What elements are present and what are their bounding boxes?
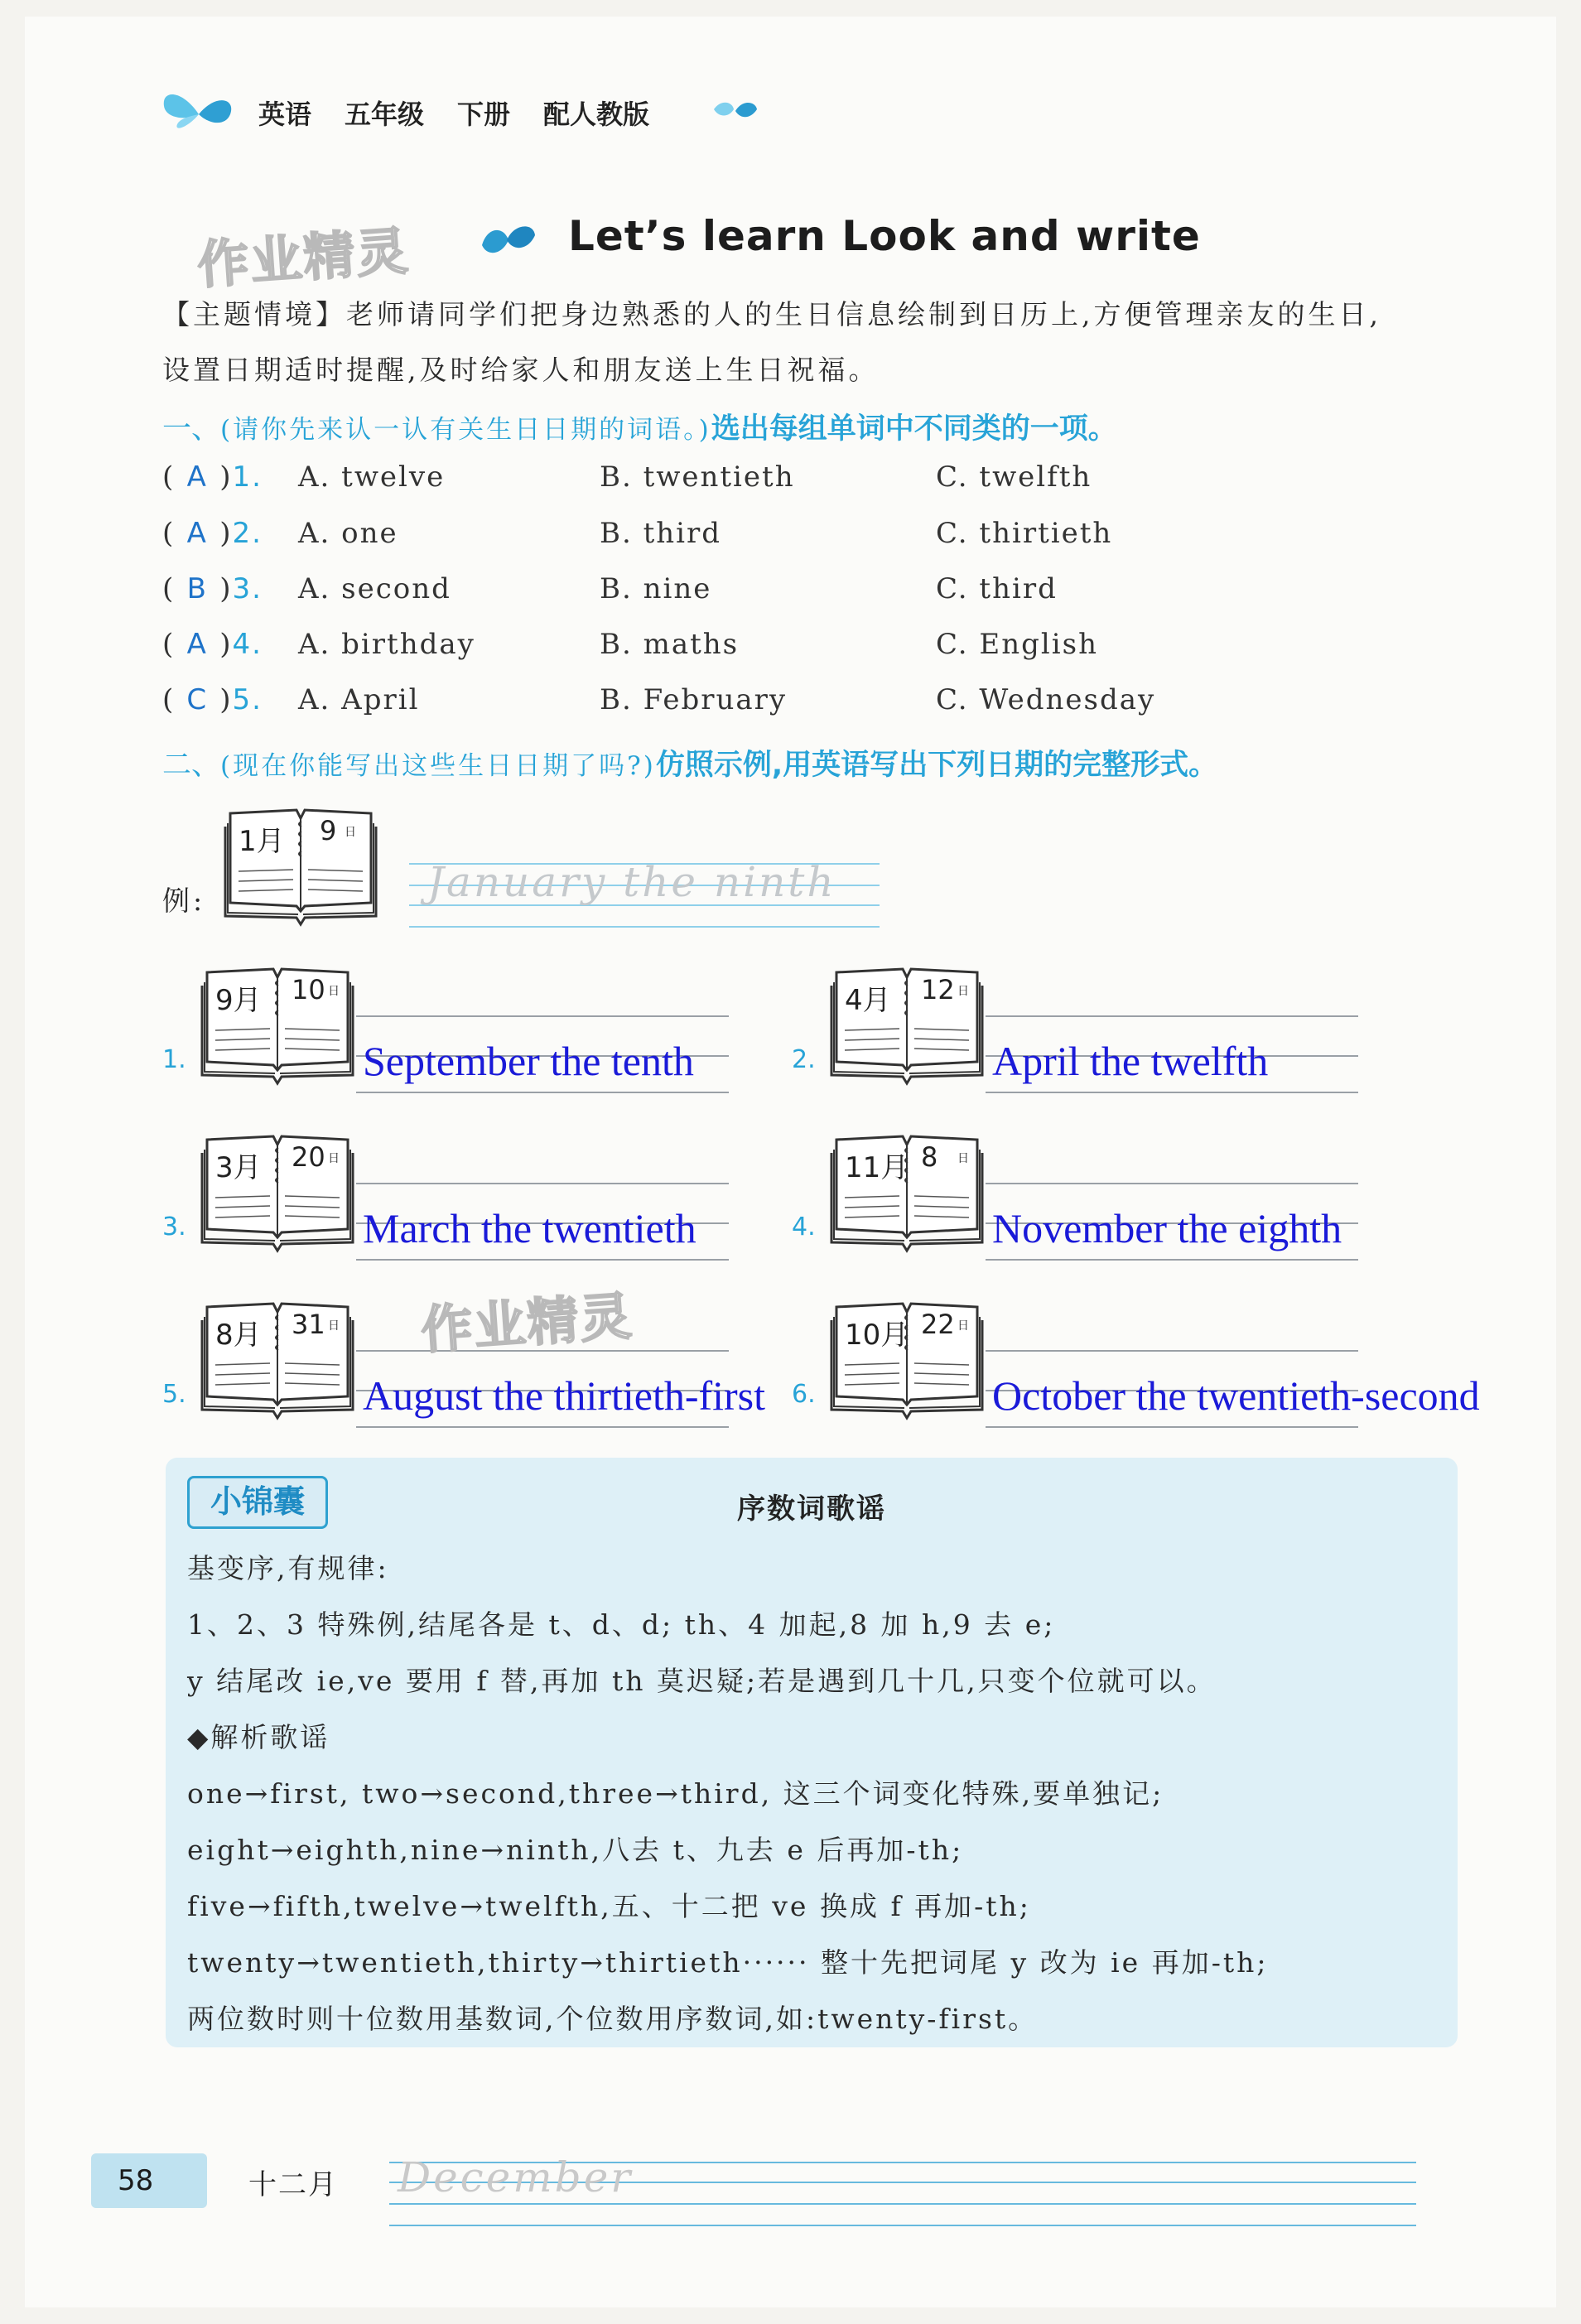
handwritten-answer[interactable]: November the eighth xyxy=(992,1205,1342,1251)
book-day-unit: 日 xyxy=(328,1152,340,1165)
calendar-book xyxy=(828,1130,986,1254)
option-a: A. birthday xyxy=(298,628,475,661)
tip-line-8: twenty→twentieth,thirty→thirtieth······ 整十先把词尾 y 改为 ie 再加-th; xyxy=(187,1946,1269,1979)
page-number: 58 xyxy=(91,2153,207,2208)
book-day: 12 xyxy=(921,974,955,1005)
item-number: 6. xyxy=(792,1380,816,1409)
calendar-book xyxy=(828,1297,986,1421)
calendar-book xyxy=(199,962,356,1087)
header-subject: 英语 xyxy=(258,99,312,130)
answer-2[interactable]: A xyxy=(186,517,208,550)
header-grade: 五年级 xyxy=(345,99,425,130)
item-number: 3. xyxy=(162,1213,186,1242)
scenario-line-1: 【主题情境】老师请同学们把身边熟悉的人的生日信息绘制到日历上,方便管理亲友的生日, xyxy=(162,298,1381,330)
option-a: A. twelve xyxy=(298,460,446,494)
watermark-2: 作业精灵 xyxy=(419,1285,635,1361)
option-b: B. twentieth xyxy=(600,460,795,494)
section1-prefix: 一、 xyxy=(162,412,221,446)
calendar-book xyxy=(199,1297,356,1421)
question-row-5: ( C )5. A. April B. February C. Wednesday xyxy=(162,683,1156,716)
book-day-unit: 日 xyxy=(957,1152,969,1165)
calendar-book xyxy=(828,962,986,1087)
handwritten-answer[interactable]: April the twelfth xyxy=(992,1038,1269,1084)
tip-line-5: one→first, two→second,three→third, 这三个词变化特殊,要单独记; xyxy=(187,1777,1164,1810)
section1-paren: (请你先来认一认有关生日日期的词语。) xyxy=(220,415,711,445)
handwritten-answer[interactable]: August the thirtieth-first xyxy=(363,1372,766,1419)
book-day-unit: 日 xyxy=(328,985,340,998)
butterfly-logo-icon xyxy=(157,81,240,136)
option-a: A. one xyxy=(298,517,398,550)
book-day-unit: 日 xyxy=(328,1319,340,1333)
tips-box xyxy=(166,1458,1458,2047)
question-row-3: ( B )3. A. second B. nine C. third xyxy=(162,572,1058,605)
tip-line-3: y 结尾改 ie,ve 要用 f 替,再加 th 莫迟疑;若是遇到几十几,只变个位就可以。 xyxy=(187,1665,1217,1697)
option-b: B. third xyxy=(600,517,722,550)
section2-heading xyxy=(162,742,1217,784)
question-row-2: ( A )2. A. one B. third C. thirtieth xyxy=(162,517,1113,550)
section1-heading xyxy=(162,406,1117,447)
section1-instruction: 选出每组单词中不同类的一项。 xyxy=(711,412,1117,446)
example-answer: January the ninth xyxy=(427,858,836,906)
footer-month-cn: 十二月 xyxy=(248,2168,338,2201)
book-day: 20 xyxy=(292,1141,325,1173)
handwritten-answer[interactable]: March the twentieth xyxy=(363,1205,697,1251)
book-month: 11月 xyxy=(845,1151,909,1184)
tip-line-6: eight→eighth,nine→ninth,八去 t、九去 e 后再加-th; xyxy=(187,1834,964,1866)
question-number-3: 3. xyxy=(232,572,263,605)
header-edition: 配人教版 xyxy=(543,99,650,130)
option-c: C. third xyxy=(936,572,1058,605)
leaf-decoration-icon xyxy=(712,98,759,123)
section2-instruction: 仿照示例,用英语写出下列日期的完整形式。 xyxy=(655,749,1218,782)
header-volume: 下册 xyxy=(457,99,511,130)
book-month: 1月 xyxy=(239,825,285,858)
answer-4[interactable]: A xyxy=(186,628,208,661)
book-day: 22 xyxy=(921,1309,955,1340)
book-month: 3月 xyxy=(215,1151,262,1184)
tip-line-7: five→fifth,twelve→twelfth,五、十二把 ve 换成 f 再加-th; xyxy=(187,1890,1031,1922)
book-month: 8月 xyxy=(215,1319,262,1352)
scenario-line-2: 设置日期适时提醒,及时给家人和朋友送上生日祝福。 xyxy=(162,354,880,386)
question-number-4: 4. xyxy=(232,628,263,661)
question-number-2: 2. xyxy=(232,517,263,550)
tip-line-4: ◆解析歌谣 xyxy=(187,1721,330,1753)
answer-3[interactable]: B xyxy=(186,572,208,605)
option-c: C. English xyxy=(936,628,1098,661)
item-number: 4. xyxy=(792,1213,816,1242)
tips-badge: 小锦囊 xyxy=(187,1476,328,1529)
option-b: B. February xyxy=(600,683,788,716)
book-day-unit: 日 xyxy=(957,1319,969,1333)
handwritten-answer[interactable]: October the twentieth-second xyxy=(992,1372,1480,1419)
book-month: 4月 xyxy=(845,984,891,1017)
watermark: 作业精灵 xyxy=(195,220,412,296)
item-number: 5. xyxy=(162,1380,186,1409)
book-day: 9 xyxy=(320,815,337,846)
tip-line-9: 两位数时则十位数用基数词,个位数用序数词,如:twenty-first。 xyxy=(187,2003,1039,2035)
option-a: A. second xyxy=(298,572,451,605)
example-label: 例: xyxy=(162,885,206,917)
section2-prefix: 二、 xyxy=(162,749,221,782)
book-month: 9月 xyxy=(215,984,262,1017)
leaf-title-icon xyxy=(479,220,538,262)
question-row-4: ( A )4. A. birthday B. maths C. English xyxy=(162,628,1098,661)
question-number-1: 1. xyxy=(232,460,263,494)
option-c: C. thirtieth xyxy=(936,517,1113,550)
book-day: 10 xyxy=(292,974,325,1005)
option-c: C. Wednesday xyxy=(936,683,1156,716)
item-number: 2. xyxy=(792,1045,816,1074)
footer-month-en: December xyxy=(398,2153,634,2201)
handwritten-answer[interactable]: September the tenth xyxy=(363,1038,694,1084)
item-number: 1. xyxy=(162,1045,186,1074)
book-day: 8 xyxy=(921,1141,938,1173)
question-row-1: ( A )1. A. twelve B. twentieth C. twelfth xyxy=(162,460,1092,494)
answer-1[interactable]: A xyxy=(186,460,208,494)
header xyxy=(258,94,649,132)
tip-line-1: 基变序,有规律: xyxy=(187,1552,389,1584)
option-b: B. nine xyxy=(600,572,712,605)
calendar-book xyxy=(199,1130,356,1254)
option-b: B. maths xyxy=(600,628,740,661)
book-month: 10月 xyxy=(845,1319,909,1352)
tips-title: 序数词歌谣 xyxy=(737,1492,886,1526)
option-c: C. twelfth xyxy=(936,460,1092,494)
tip-line-2: 1、2、3 特殊例,结尾各是 t、d、d; th、4 加起,8 加 h,9 去 e; xyxy=(187,1608,1056,1641)
section2-paren: (现在你能写出这些生日日期了吗?) xyxy=(220,751,656,781)
calendar-book-example xyxy=(222,803,379,928)
book-day: 31 xyxy=(292,1309,325,1340)
book-day-unit: 日 xyxy=(957,985,969,998)
section-title: Let’s learn Look and write xyxy=(568,212,1201,260)
book-day-unit: 日 xyxy=(345,826,356,839)
answer-5[interactable]: C xyxy=(186,683,209,716)
question-number-5: 5. xyxy=(232,683,263,716)
option-a: A. April xyxy=(298,683,420,716)
